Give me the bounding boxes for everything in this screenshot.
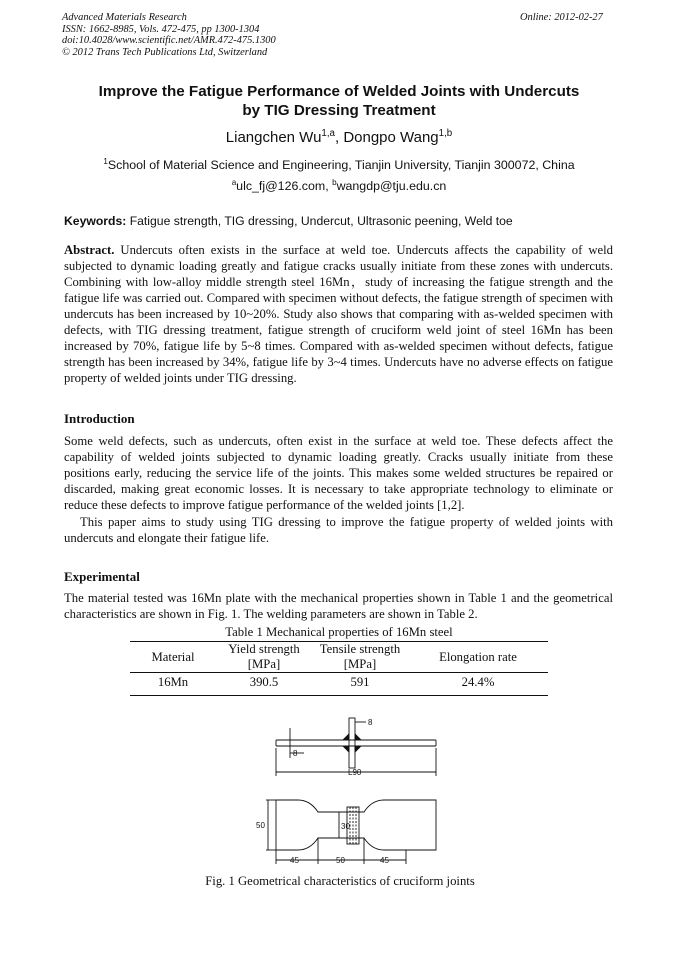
- abstract-label: Abstract.: [64, 243, 115, 257]
- figure-caption: Fig. 1 Geometrical characteristics of cruciform joints: [205, 874, 475, 888]
- header-yield: Yield strength: [216, 642, 312, 658]
- affiliation-text: School of Material Science and Engineering, Tianjin University, Tianjin 300072, China: [107, 158, 575, 173]
- keywords-text: Fatigue strength, TIG dressing, Undercut, Ultrasonic peening, Weld toe: [126, 214, 513, 228]
- header-yield-unit: [MPa]: [216, 657, 312, 673]
- author-2: Dongpo Wang: [343, 129, 439, 146]
- experimental-paragraph: The material tested was 16Mn plate with the mechanical properties shown in Table 1 and the geometrical characteristics are shown in Fig. 1. The welding parameters are shown in Table 2.: [64, 591, 613, 622]
- introduction-paragraph-2: This paper aims to study using TIG dressing to improve the fatigue property of welded joints with undercuts and elongate their fatigue life.: [64, 515, 613, 546]
- journal-name: Advanced Materials Research: [62, 12, 187, 23]
- cell-elongation: 24.4%: [408, 673, 548, 696]
- introduction-heading: Introduction: [64, 411, 135, 426]
- paper-title: [60, 82, 618, 120]
- author-2-sup: 1,b: [438, 128, 453, 139]
- keywords: [64, 214, 616, 228]
- introduction-paragraph-1: Some weld defects, such as undercuts, often exist in the surface at weld toe. These defects affect the capability of welded joints subjected to dynamic loading greatly. Cracks usually initiate from these positions early, reducing the service life of the joints. This makes some welded structures be repaired or discarded, making great economic losses. It is necessary to take appropriate technology to eliminate or reduce these defects to improve fatigue performance of the welded joints [1,2].: [64, 434, 613, 513]
- email-b-sup: b: [332, 178, 337, 187]
- author-1-sup: 1,a: [321, 128, 335, 139]
- issn-line: ISSN: 1662-8985, Vols. 472-475, pp 1300-1304: [62, 23, 260, 35]
- email-b: wangdp@tju.edu.cn: [336, 179, 447, 194]
- copyright-line: © 2012 Trans Tech Publications Ltd, Switzerland: [62, 46, 268, 58]
- abstract-text: Undercuts often exists in the surface at weld toe. Undercuts affects the capability of weld subjected to dynamic loading greatly and fatigue cracks usually initiate from these zones with undercuts. Combining with low-alloy middle strength steel 16Mn，study of increasing the fatigue strength and the fatigue life was carried out. Compared with specimen without defects, the fatigue strength of specimen with undercuts has been increased by 10~20%. Study also shows that comparing with as-welded specimen with defects, with TIG dressing treatment, fatigue strength of cruciform weld joint of steel 16Mn has been increased by 70%, fatigue life by 5~8 times. Compared with as-welded specimen without defects, fatigue strength has been increased by 34%, fatigue life by 3~4 times. Undercuts have no adverse effects on fatigue property of welded joints under TIG dressing.: [64, 243, 613, 386]
- attachment-plate: [349, 718, 355, 768]
- cell-yield: 390.5: [216, 673, 312, 696]
- label-seg-left: 45: [290, 856, 299, 865]
- label-thickness-side: 8: [293, 749, 298, 758]
- author-sep: ,: [334, 129, 344, 146]
- keywords-label: Keywords:: [64, 214, 127, 228]
- label-neck: 30: [341, 822, 350, 831]
- table-row: [130, 673, 548, 696]
- affiliation: [60, 157, 618, 172]
- cell-tensile: 591: [312, 673, 408, 696]
- weld-lower-left: [343, 746, 349, 752]
- author-1: Liangchen Wu: [225, 129, 322, 146]
- email-a-sup: a: [231, 178, 237, 187]
- weld-upper-right: [355, 734, 361, 740]
- title-line-2: by TIG Dressing Treatment: [242, 102, 436, 119]
- authors: [60, 128, 618, 146]
- cruciform-joint-figure: [246, 708, 442, 868]
- label-seg-right: 45: [380, 856, 389, 865]
- email-a: ulc_fj@126.com: [236, 179, 326, 194]
- title-line-1: Improve the Fatigue Performance of Welded Joints with Undercuts: [98, 83, 580, 100]
- emails: [60, 178, 618, 193]
- email-sep: ,: [325, 179, 333, 194]
- header-tensile: Tensile strength: [312, 642, 408, 658]
- header-elongation: Elongation rate: [408, 642, 548, 673]
- abstract: [64, 242, 613, 386]
- weld-lower-right: [355, 746, 361, 752]
- properties-table: [130, 641, 548, 696]
- doi-line: doi:10.4028/www.scientific.net/AMR.472-475.1300: [62, 35, 276, 46]
- experimental-heading: Experimental: [64, 569, 140, 584]
- table-header-row: [130, 642, 548, 658]
- table-caption: Table 1 Mechanical properties of 16Mn steel: [225, 625, 453, 639]
- label-thickness-top: 8: [368, 718, 373, 727]
- header-material: Material: [130, 642, 216, 673]
- online-date: Online: 2012-02-27: [520, 12, 603, 23]
- label-width: 50: [256, 821, 265, 830]
- affiliation-sup: 1: [103, 157, 108, 166]
- label-length: L90: [348, 768, 362, 777]
- label-seg-mid: 50: [336, 856, 345, 865]
- journal-header: [62, 12, 276, 58]
- weld-upper-left: [343, 734, 349, 740]
- header-tensile-unit: [MPa]: [312, 657, 408, 673]
- cell-material: 16Mn: [130, 673, 216, 696]
